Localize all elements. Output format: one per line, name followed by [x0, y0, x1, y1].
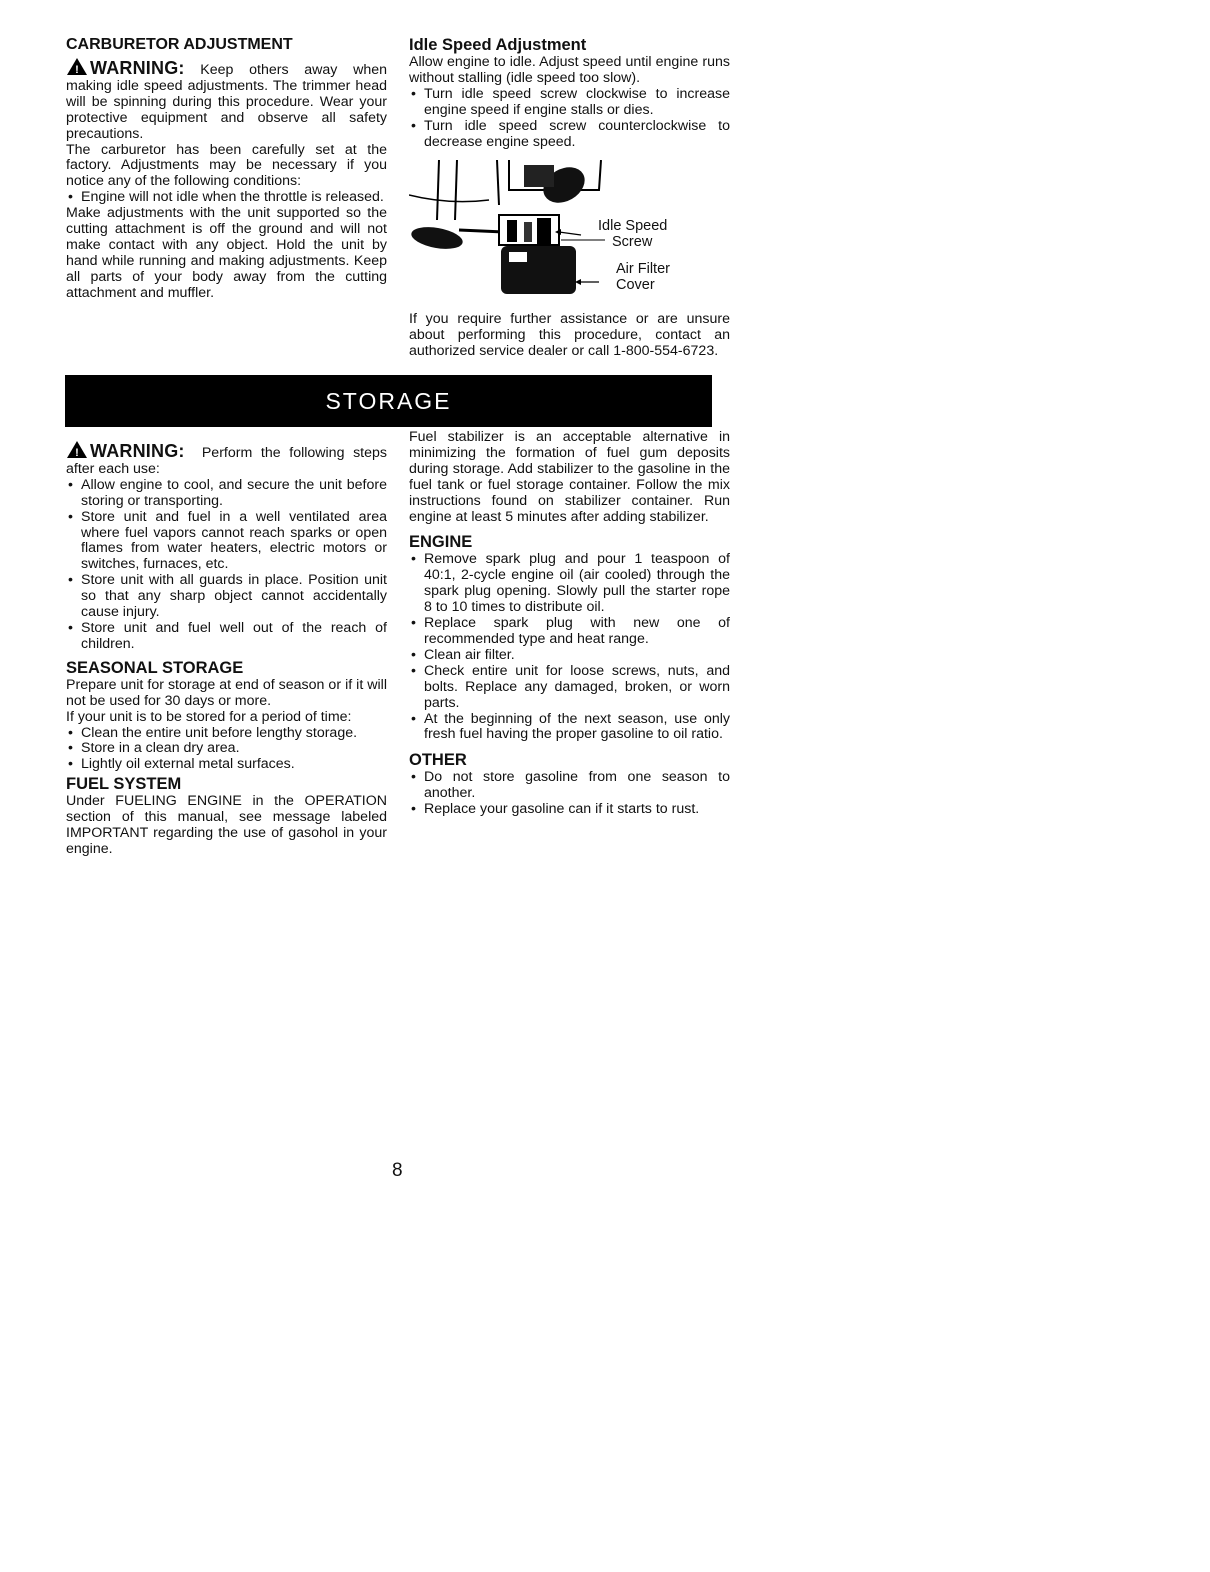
idle-speed-intro: Allow engine to idle. Adjust speed until engine runs without stalling (idle speed too slow). — [409, 54, 730, 86]
list-item: • Lightly oil external metal surfaces. — [66, 757, 387, 773]
warning-label: WARNING: — [90, 58, 185, 78]
list-item: • Do not store gasoline from one season to another. — [409, 770, 730, 802]
carburetor-para-2: Make adjustments with the unit supported so the cutting attachment is off the ground and will not make contact with any object. Hold the unit by hand while running and making adjustments. Keep all parts of your body away from the cutting attachment and muffler. — [66, 205, 387, 301]
engine-heading: ENGINE — [409, 533, 473, 552]
list-item: • Remove spark plug and pour 1 teaspoon of 40:1, 2-cycle engine oil (air cooled) through the spark plug opening. Slowly pull the starter rope 8 to 10 times to distribute oil. — [409, 552, 730, 616]
idle-speed-list — [409, 87, 730, 151]
carburetor-conditions-list — [66, 190, 387, 206]
warning-label: WARNING: — [90, 441, 185, 461]
list-item: • Replace spark plug with new one of recommended type and heat range. — [409, 616, 730, 648]
list-item: • Check entire unit for loose screws, nuts, and bolts. Replace any damaged, broken, or worn parts. — [409, 664, 730, 712]
storage-warning-list — [66, 478, 387, 653]
air-filter-cover-label — [616, 261, 670, 293]
seasonal-intro-2: If your unit is to be stored for a period of time: — [66, 708, 352, 725]
list-item: • Clean the entire unit before lengthy storage. — [66, 726, 387, 742]
svg-text:!: ! — [75, 447, 79, 459]
list-item: • Clean air filter. — [409, 648, 730, 664]
carburetor-warning — [66, 57, 387, 143]
other-heading: OTHER — [409, 751, 467, 770]
fuel-system-heading: FUEL SYSTEM — [66, 775, 182, 794]
carburetor-heading: CARBURETOR ADJUSTMENT — [66, 36, 293, 53]
assistance-note: If you require further assistance or are unsure about performing this procedure, contact an authorized service dealer or call 1-800-554-6723. — [409, 311, 730, 360]
list-item: • At the beginning of the next season, use only fresh fuel having the proper gasoline to oil ratio. — [409, 712, 730, 744]
warning-icon — [66, 57, 88, 76]
list-item: • Engine will not idle when the throttle is released. — [66, 190, 387, 206]
page-number: 8 — [392, 1160, 403, 1181]
list-item: • Turn idle speed screw clockwise to increase engine speed if engine stalls or dies. — [409, 87, 730, 119]
label-line: Idle Speed — [598, 218, 668, 235]
list-item: • Store unit with all guards in place. Position unit so that any sharp object cannot accidentally cause injury. — [66, 573, 387, 621]
other-list — [409, 770, 730, 818]
storage-warning — [66, 440, 387, 478]
list-item: • Allow engine to cool, and secure the unit before storing or transporting. — [66, 478, 387, 510]
engine-list — [409, 552, 730, 743]
storage-title: STORAGE — [325, 388, 452, 414]
idle-speed-diagram — [409, 160, 731, 312]
list-item: • Replace your gasoline can if it starts to rust. — [409, 802, 730, 818]
idle-speed-screw-label — [598, 218, 667, 250]
idle-speed-section — [409, 36, 730, 360]
svg-text:!: ! — [75, 64, 79, 76]
warning-icon — [66, 440, 88, 459]
carburetor-para-1: The carburetor has been carefully set at the factory. Adjustments may be necessary if you notice any of the following conditions: — [66, 141, 387, 190]
label-line: Screw — [612, 234, 653, 251]
carburetor-illustration — [409, 160, 609, 312]
storage-left-column — [66, 440, 387, 858]
warning-text: Perform the following steps after each use: — [66, 445, 387, 477]
label-line: Air Filter — [616, 261, 670, 278]
storage-banner — [65, 375, 712, 427]
list-item: • Store in a clean dry area. — [66, 741, 387, 757]
list-item: • Store unit and fuel well out of the reach of children. — [66, 621, 387, 653]
seasonal-list — [66, 726, 387, 774]
storage-right-column — [409, 430, 730, 818]
warning-text: Keep others away when making idle speed adjustments. The trimmer head will be spinning during this procedure. Wear your protective equipment and observe all safety precautions. — [66, 62, 387, 142]
seasonal-intro: Prepare unit for storage at end of season or if it will not be used for 30 days or more. — [66, 676, 387, 709]
seasonal-storage-heading: SEASONAL STORAGE — [66, 658, 244, 677]
stabilizer-text: Fuel stabilizer is an acceptable alternative in minimizing the formation of fuel gum deposits during storage. Add stabilizer to the gasoline in the fuel tank or fuel storage container. Follow the mix instructions found on stabilizer container. Run engine at least 5 minutes after adding stabilizer. — [409, 429, 730, 525]
carburetor-section — [66, 36, 387, 302]
list-item: • Store unit and fuel in a well ventilated area where fuel vapors cannot reach sparks or open flames from water heaters, electric motors or switches, furnaces, etc. — [66, 510, 387, 574]
list-item: • Turn idle speed screw counterclockwise to decrease engine speed. — [409, 119, 730, 151]
fuel-system-text: Under FUELING ENGINE in the OPERATION section of this manual, see message labeled IMPORTANT regarding the use of gasohol in your engine. — [66, 793, 387, 857]
idle-speed-heading: Idle Speed Adjustment — [409, 36, 587, 54]
label-line: Cover — [616, 277, 655, 294]
